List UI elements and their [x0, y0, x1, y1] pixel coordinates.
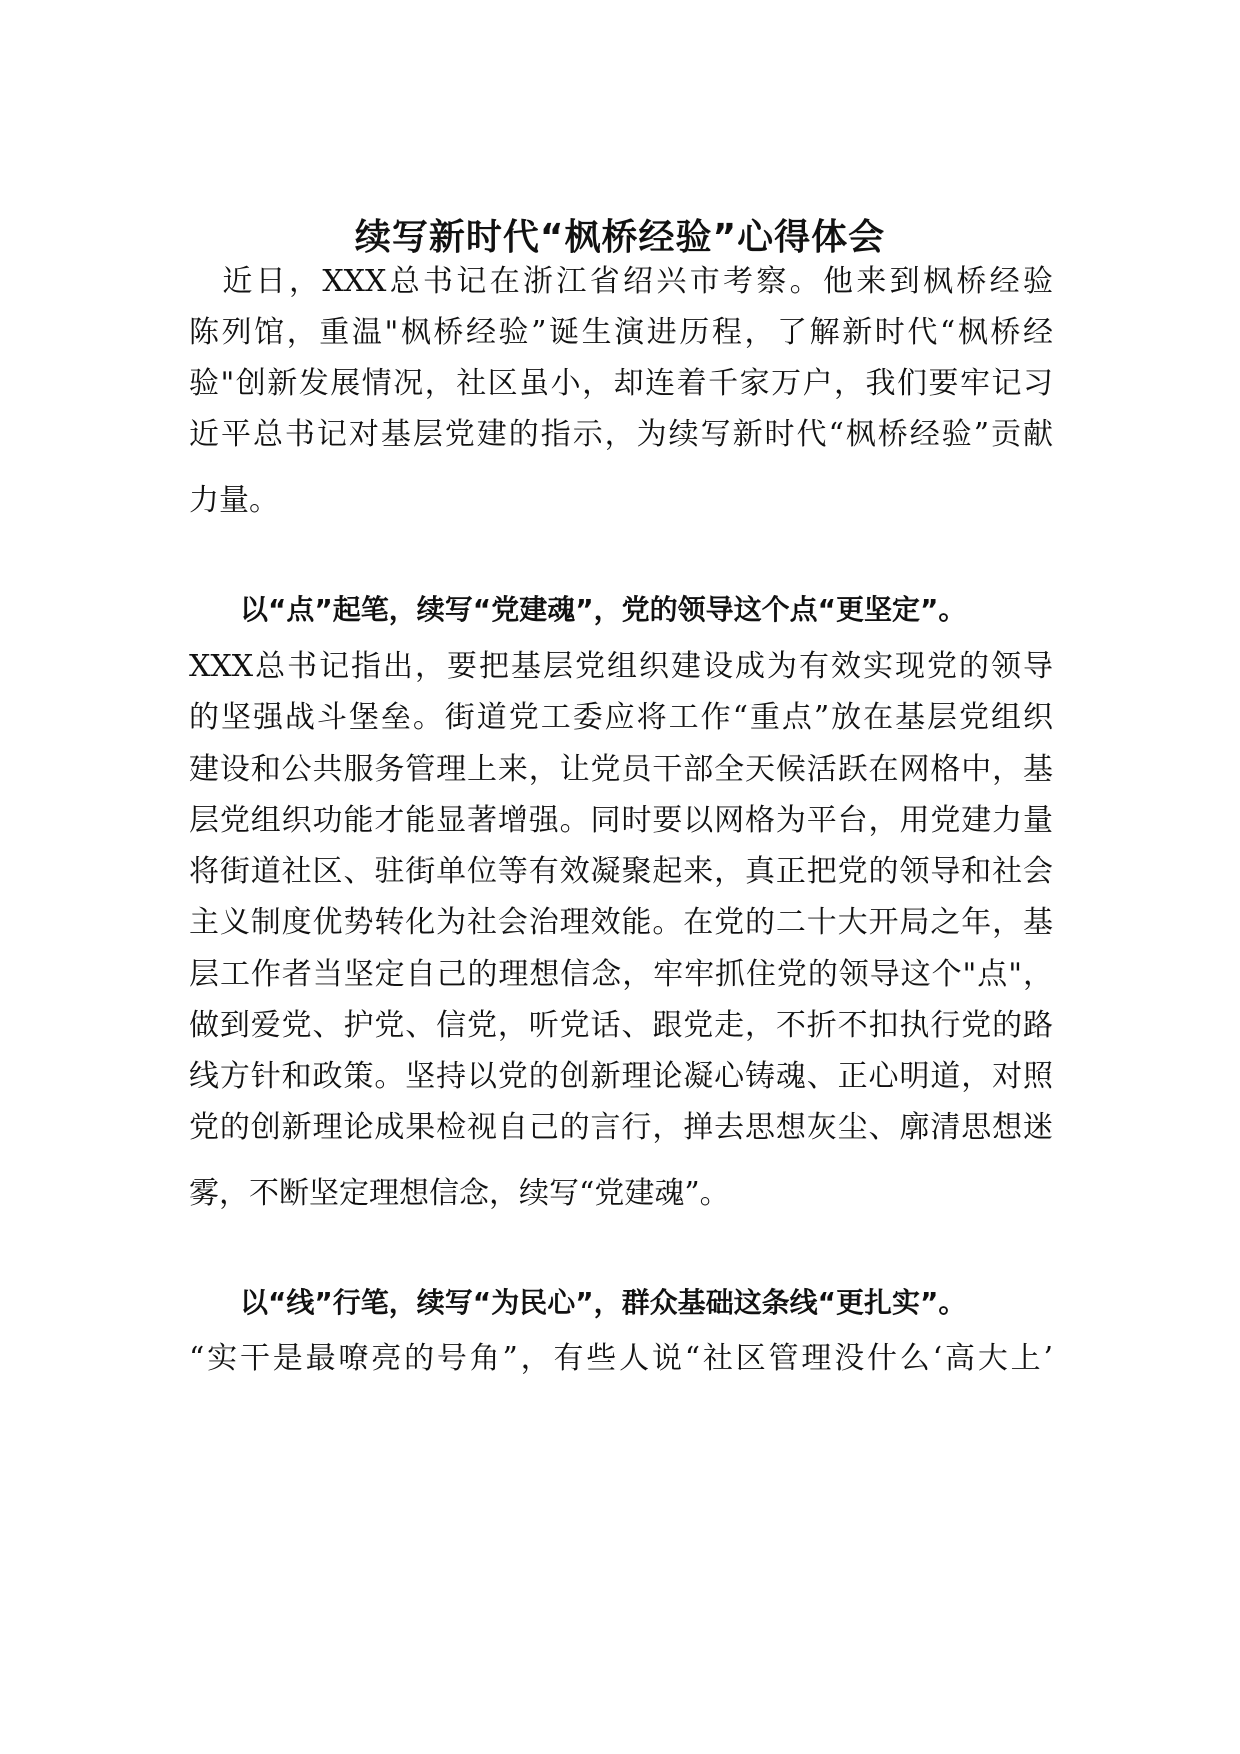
section-heading: 以“线”行笔，续写“为民心”，群众基础这条线“更扎实”。 — [240, 1286, 967, 1319]
intro-line: 陈列馆，重温"枫桥经验”诞生演进历程，了解新时代“枫桥经 — [189, 315, 1053, 350]
intro-line: 验"创新发展情况，社区虽小，却连着千家万户，我们要牢记习 — [189, 366, 1053, 401]
section1-line: 雾，不断坚定理想信念，续写“党建魂”。 — [189, 1176, 730, 1211]
intro-line: 力量。 — [189, 483, 279, 518]
intro-line: 近日，XXX总书记在浙江省绍兴市考察。他来到枫桥经验 — [189, 264, 1053, 299]
section1-line: 将街道社区、驻街单位等有效凝聚起来，真正把党的领导和社会 — [189, 854, 1053, 889]
section1-line: 建设和公共服务管理上来，让党员干部全天候活跃在网格中，基 — [189, 752, 1053, 787]
document-title: 续写新时代“枫桥经验”心得体会 — [354, 217, 886, 258]
section1-line: 党的创新理论成果检视自己的言行，掸去思想灰尘、廓清思想迷 — [189, 1110, 1053, 1145]
section1-line: 层工作者当坚定自己的理想信念，牢牢抓住党的领导这个"点"， — [189, 957, 1053, 992]
section1-line: 做到爱党、护党、信党，听党话、跟党走，不折不扣执行党的路 — [189, 1008, 1053, 1043]
section-heading: 以“点”起笔，续写“党建魂”，党的领导这个点“更坚定”。 — [240, 593, 967, 626]
section1-line: 线方针和政策。坚持以党的创新理论凝心铸魂、正心明道，对照 — [189, 1059, 1053, 1094]
section1-line: 的坚强战斗堡垒。街道党工委应将工作“重点”放在基层党组织 — [189, 700, 1053, 735]
section1-line: XXX总书记指出，要把基层党组织建设成为有效实现党的领导 — [189, 649, 1053, 684]
section1-line: 层党组织功能才能显著增强。同时要以网格为平台，用党建力量 — [189, 803, 1053, 838]
section1-line: 主义制度优势转化为社会治理效能。在党的二十大开局之年，基 — [189, 905, 1053, 940]
section2-line: “实干是最嘹亮的号角”，有些人说“社区管理没什么‘高大上’ — [189, 1341, 1053, 1376]
intro-line: 近平总书记对基层党建的指示，为续写新时代“枫桥经验”贡献 — [189, 417, 1053, 452]
